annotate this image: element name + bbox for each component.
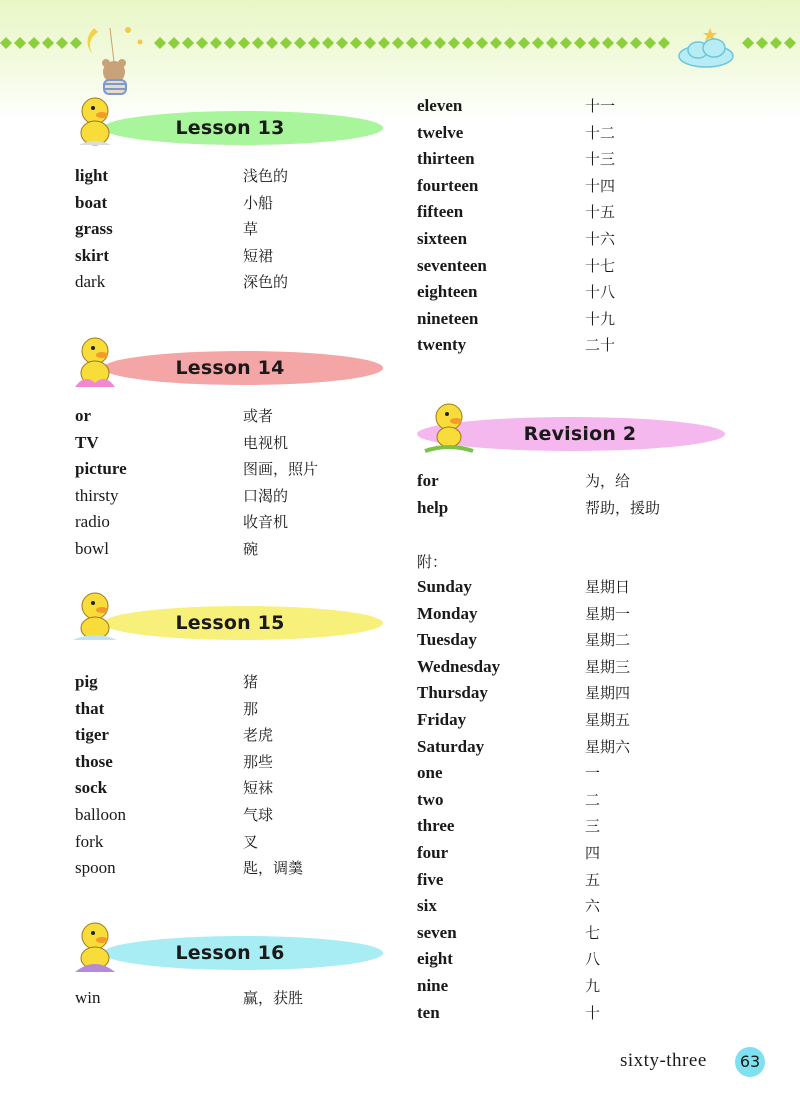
diamond-decoration <box>280 37 292 49</box>
chinese-meaning: 十三 <box>585 150 616 169</box>
list-item <box>417 734 717 761</box>
chinese-meaning: 浅色的 <box>243 167 289 185</box>
duck-mascot-icon <box>69 584 121 644</box>
lesson-15-header <box>75 598 385 642</box>
chinese-meaning: 八 <box>585 950 601 969</box>
english-word: pig <box>75 672 98 691</box>
diamond-decoration <box>462 37 474 49</box>
list-item <box>417 973 717 1000</box>
chinese-meaning: 十二 <box>585 123 616 142</box>
cloud-with-stars-illustration <box>676 26 736 68</box>
diamond-decoration <box>742 37 754 49</box>
list-item <box>417 893 717 920</box>
diamond-decoration <box>378 37 390 49</box>
english-word: win <box>75 988 101 1007</box>
chinese-meaning: 或者 <box>243 407 274 425</box>
english-word: dark <box>75 272 106 292</box>
list-item <box>417 120 717 147</box>
english-word: Thursday <box>417 683 488 703</box>
english-word: balloon <box>75 804 126 824</box>
diamond-decoration <box>616 37 628 49</box>
diamond-decoration <box>546 37 558 49</box>
chinese-meaning: 十九 <box>585 309 616 328</box>
list-item <box>417 226 717 253</box>
chinese-meaning: 十六 <box>585 229 616 248</box>
english-word: help <box>417 497 449 517</box>
english-word: picture <box>75 459 127 479</box>
diamond-decoration <box>476 37 488 49</box>
chinese-meaning: 四 <box>585 843 601 862</box>
chinese-meaning: 星期二 <box>585 631 631 650</box>
chinese-meaning: 二十 <box>585 336 616 355</box>
list-item <box>417 574 717 601</box>
diamond-decoration <box>266 37 278 49</box>
diamond-decoration <box>490 37 502 49</box>
chinese-meaning: 三 <box>585 817 601 836</box>
list-item <box>75 216 375 243</box>
english-word: fork <box>75 831 104 851</box>
english-word: Friday <box>417 709 467 729</box>
english-word: Tuesday <box>417 630 477 650</box>
list-item <box>75 749 375 776</box>
chinese-meaning: 二 <box>585 790 601 809</box>
diamond-decoration <box>448 37 460 49</box>
chinese-meaning: 短袜 <box>243 779 274 798</box>
diamond-decoration <box>210 37 222 49</box>
list-item <box>417 601 717 628</box>
chinese-meaning: 短裙 <box>243 246 274 265</box>
diamond-decoration <box>406 37 418 49</box>
english-word: ten <box>417 1002 440 1022</box>
chinese-meaning: 星期三 <box>585 657 631 676</box>
english-word: nine <box>417 975 449 995</box>
diamond-decoration <box>532 37 544 49</box>
chinese-meaning: 十 <box>585 1003 601 1022</box>
chinese-meaning: 那些 <box>243 752 274 771</box>
list-item <box>75 509 375 536</box>
chinese-meaning: 一 <box>585 764 601 783</box>
lesson-14-title: Lesson 14 <box>175 357 285 379</box>
duck-mascot-icon <box>423 395 475 455</box>
list-item <box>417 253 717 280</box>
chinese-meaning: 星期一 <box>585 604 631 623</box>
list-item <box>417 1000 717 1027</box>
english-word: sock <box>75 778 108 798</box>
chinese-meaning: 星期六 <box>585 737 631 756</box>
list-item <box>75 855 375 882</box>
diamond-decoration <box>588 37 600 49</box>
list-item <box>417 707 717 734</box>
list-item <box>417 946 717 973</box>
lesson-14-header <box>75 343 385 387</box>
english-word: eleven <box>417 96 463 115</box>
chinese-meaning: 碗 <box>243 539 259 558</box>
list-item <box>75 243 375 270</box>
list-item <box>417 93 717 120</box>
chinese-meaning: 五 <box>585 870 601 889</box>
english-word: three <box>417 816 455 836</box>
diamond-decoration <box>770 37 782 49</box>
list-item <box>417 787 717 814</box>
list-item <box>75 985 375 1012</box>
english-word: six <box>417 896 437 916</box>
list-item <box>75 669 375 696</box>
diamond-decoration <box>518 37 530 49</box>
chinese-meaning: 十七 <box>585 256 616 275</box>
list-item <box>417 760 717 787</box>
diamond-decoration <box>350 37 362 49</box>
english-word: nineteen <box>417 308 479 328</box>
english-word: fifteen <box>417 202 464 222</box>
duck-mascot-icon <box>69 914 121 974</box>
diamond-decoration <box>238 37 250 49</box>
chinese-meaning: 匙，调羹 <box>243 859 304 878</box>
lesson-13-header <box>75 103 385 147</box>
english-word: twelve <box>417 122 464 142</box>
english-word: sixteen <box>417 228 468 248</box>
revision-2-title: Revision 2 <box>523 423 637 445</box>
chinese-meaning: 电视机 <box>243 433 289 452</box>
duck-mascot-icon <box>69 89 121 149</box>
diamond-decoration <box>420 37 432 49</box>
chinese-meaning: 赢，获胜 <box>243 989 304 1007</box>
list-item <box>75 802 375 829</box>
english-word: one <box>417 763 443 783</box>
english-word: TV <box>75 432 99 452</box>
list-item <box>417 813 717 840</box>
diamond-decoration <box>756 37 768 49</box>
diamond-decoration <box>168 37 180 49</box>
diamond-decoration <box>434 37 446 49</box>
english-word: Monday <box>417 603 478 623</box>
page-number-badge: 63 <box>735 1047 765 1077</box>
english-word: seven <box>417 922 457 942</box>
english-word: for <box>417 471 439 490</box>
list-item <box>417 468 717 495</box>
revision-2-word-list <box>417 468 717 521</box>
diamond-decoration <box>182 37 194 49</box>
chinese-meaning: 十八 <box>585 283 616 302</box>
lesson-15-title: Lesson 15 <box>175 612 285 634</box>
english-word: four <box>417 842 449 862</box>
chinese-meaning: 星期四 <box>585 684 631 703</box>
numbers-word-list <box>417 93 717 359</box>
lesson-15-word-list <box>75 669 375 882</box>
english-word: five <box>417 869 444 889</box>
diamond-decoration <box>42 37 54 49</box>
list-item <box>75 269 375 296</box>
appendix-label: 附： <box>417 553 448 571</box>
list-item <box>417 680 717 707</box>
diamond-decoration <box>28 37 40 49</box>
chinese-meaning: 六 <box>585 897 601 916</box>
chinese-meaning: 叉 <box>243 832 259 851</box>
diamond-decoration <box>644 37 656 49</box>
diamond-decoration <box>602 37 614 49</box>
list-item <box>75 163 375 190</box>
list-item <box>75 403 375 430</box>
chinese-meaning: 老虎 <box>243 726 274 745</box>
chinese-meaning: 星期五 <box>585 710 631 729</box>
english-word: radio <box>75 512 110 532</box>
list-item <box>75 456 375 483</box>
list-item <box>417 627 717 654</box>
diamond-decoration <box>392 37 404 49</box>
english-word: eight <box>417 949 453 969</box>
english-word: thirsty <box>75 485 119 505</box>
diamond-decoration <box>504 37 516 49</box>
english-word: eighteen <box>417 282 478 302</box>
revision-2-header <box>417 409 727 453</box>
english-word: Saturday <box>417 736 485 756</box>
list-item <box>417 867 717 894</box>
diamond-decoration <box>630 37 642 49</box>
list-item <box>417 840 717 867</box>
list-item <box>417 654 717 681</box>
chinese-meaning: 那 <box>243 699 259 718</box>
english-word: boat <box>75 192 108 212</box>
english-word: spoon <box>75 858 116 878</box>
english-word: light <box>75 166 109 185</box>
page-number-word: sixty-three <box>620 1050 707 1071</box>
list-item <box>75 829 375 856</box>
list-item <box>75 536 375 563</box>
diamond-decoration <box>308 37 320 49</box>
chinese-meaning: 十五 <box>585 203 616 222</box>
chinese-meaning: 小船 <box>243 193 274 212</box>
list-item <box>75 696 375 723</box>
list-item <box>417 146 717 173</box>
lesson-16-header <box>75 928 385 972</box>
english-word: thirteen <box>417 149 475 169</box>
english-word: grass <box>75 219 113 239</box>
diamond-decoration <box>294 37 306 49</box>
list-item <box>417 495 717 522</box>
list-item <box>417 279 717 306</box>
appendix-word-list <box>417 574 717 1026</box>
chinese-meaning: 十四 <box>585 176 616 195</box>
english-word: two <box>417 789 444 809</box>
list-item <box>417 306 717 333</box>
diamond-decoration <box>574 37 586 49</box>
chinese-meaning: 猪 <box>243 673 259 691</box>
duck-mascot-icon <box>69 329 121 389</box>
chinese-meaning: 七 <box>585 923 601 942</box>
diamond-decoration <box>196 37 208 49</box>
list-item <box>75 430 375 457</box>
english-word: those <box>75 751 113 771</box>
diamond-decoration <box>322 37 334 49</box>
lesson-16-title: Lesson 16 <box>175 942 285 964</box>
english-word: Wednesday <box>417 656 501 676</box>
chinese-meaning: 为，给 <box>585 472 631 490</box>
list-item <box>75 190 375 217</box>
chinese-meaning: 口渴的 <box>243 486 289 505</box>
diamond-decoration <box>154 37 166 49</box>
english-word: that <box>75 698 105 718</box>
diamond-decoration <box>784 37 796 49</box>
english-word: tiger <box>75 725 109 745</box>
diamond-decoration <box>364 37 376 49</box>
english-word: seventeen <box>417 255 487 275</box>
diamond-decoration <box>658 37 670 49</box>
diamond-decoration <box>0 37 12 49</box>
chinese-meaning: 星期日 <box>585 578 631 596</box>
diamond-decoration <box>336 37 348 49</box>
chinese-meaning: 帮助，援助 <box>585 498 661 517</box>
list-item <box>417 173 717 200</box>
list-item <box>417 332 717 359</box>
chinese-meaning: 十一 <box>585 97 616 115</box>
lesson-16-word-list <box>75 985 375 1012</box>
english-word: bowl <box>75 538 109 558</box>
lesson-13-title: Lesson 13 <box>175 117 285 139</box>
diamond-decoration <box>56 37 68 49</box>
list-item <box>75 483 375 510</box>
lesson-13-word-list <box>75 163 375 296</box>
list-item <box>75 775 375 802</box>
list-item <box>417 920 717 947</box>
chinese-meaning: 收音机 <box>243 513 289 532</box>
english-word: skirt <box>75 245 109 265</box>
chinese-meaning: 气球 <box>243 805 274 824</box>
english-word: or <box>75 406 92 425</box>
english-word: fourteen <box>417 175 479 195</box>
diamond-decoration <box>224 37 236 49</box>
diamond-decoration <box>14 37 26 49</box>
chinese-meaning: 草 <box>243 220 259 239</box>
diamond-decoration <box>252 37 264 49</box>
chinese-meaning: 图画，照片 <box>243 460 319 479</box>
lesson-14-word-list <box>75 403 375 563</box>
diamond-decoration <box>560 37 572 49</box>
english-word: Sunday <box>417 577 472 596</box>
list-item <box>75 722 375 749</box>
chinese-meaning: 深色的 <box>243 273 289 292</box>
english-word: twenty <box>417 335 467 355</box>
list-item <box>417 199 717 226</box>
chinese-meaning: 九 <box>585 976 601 995</box>
